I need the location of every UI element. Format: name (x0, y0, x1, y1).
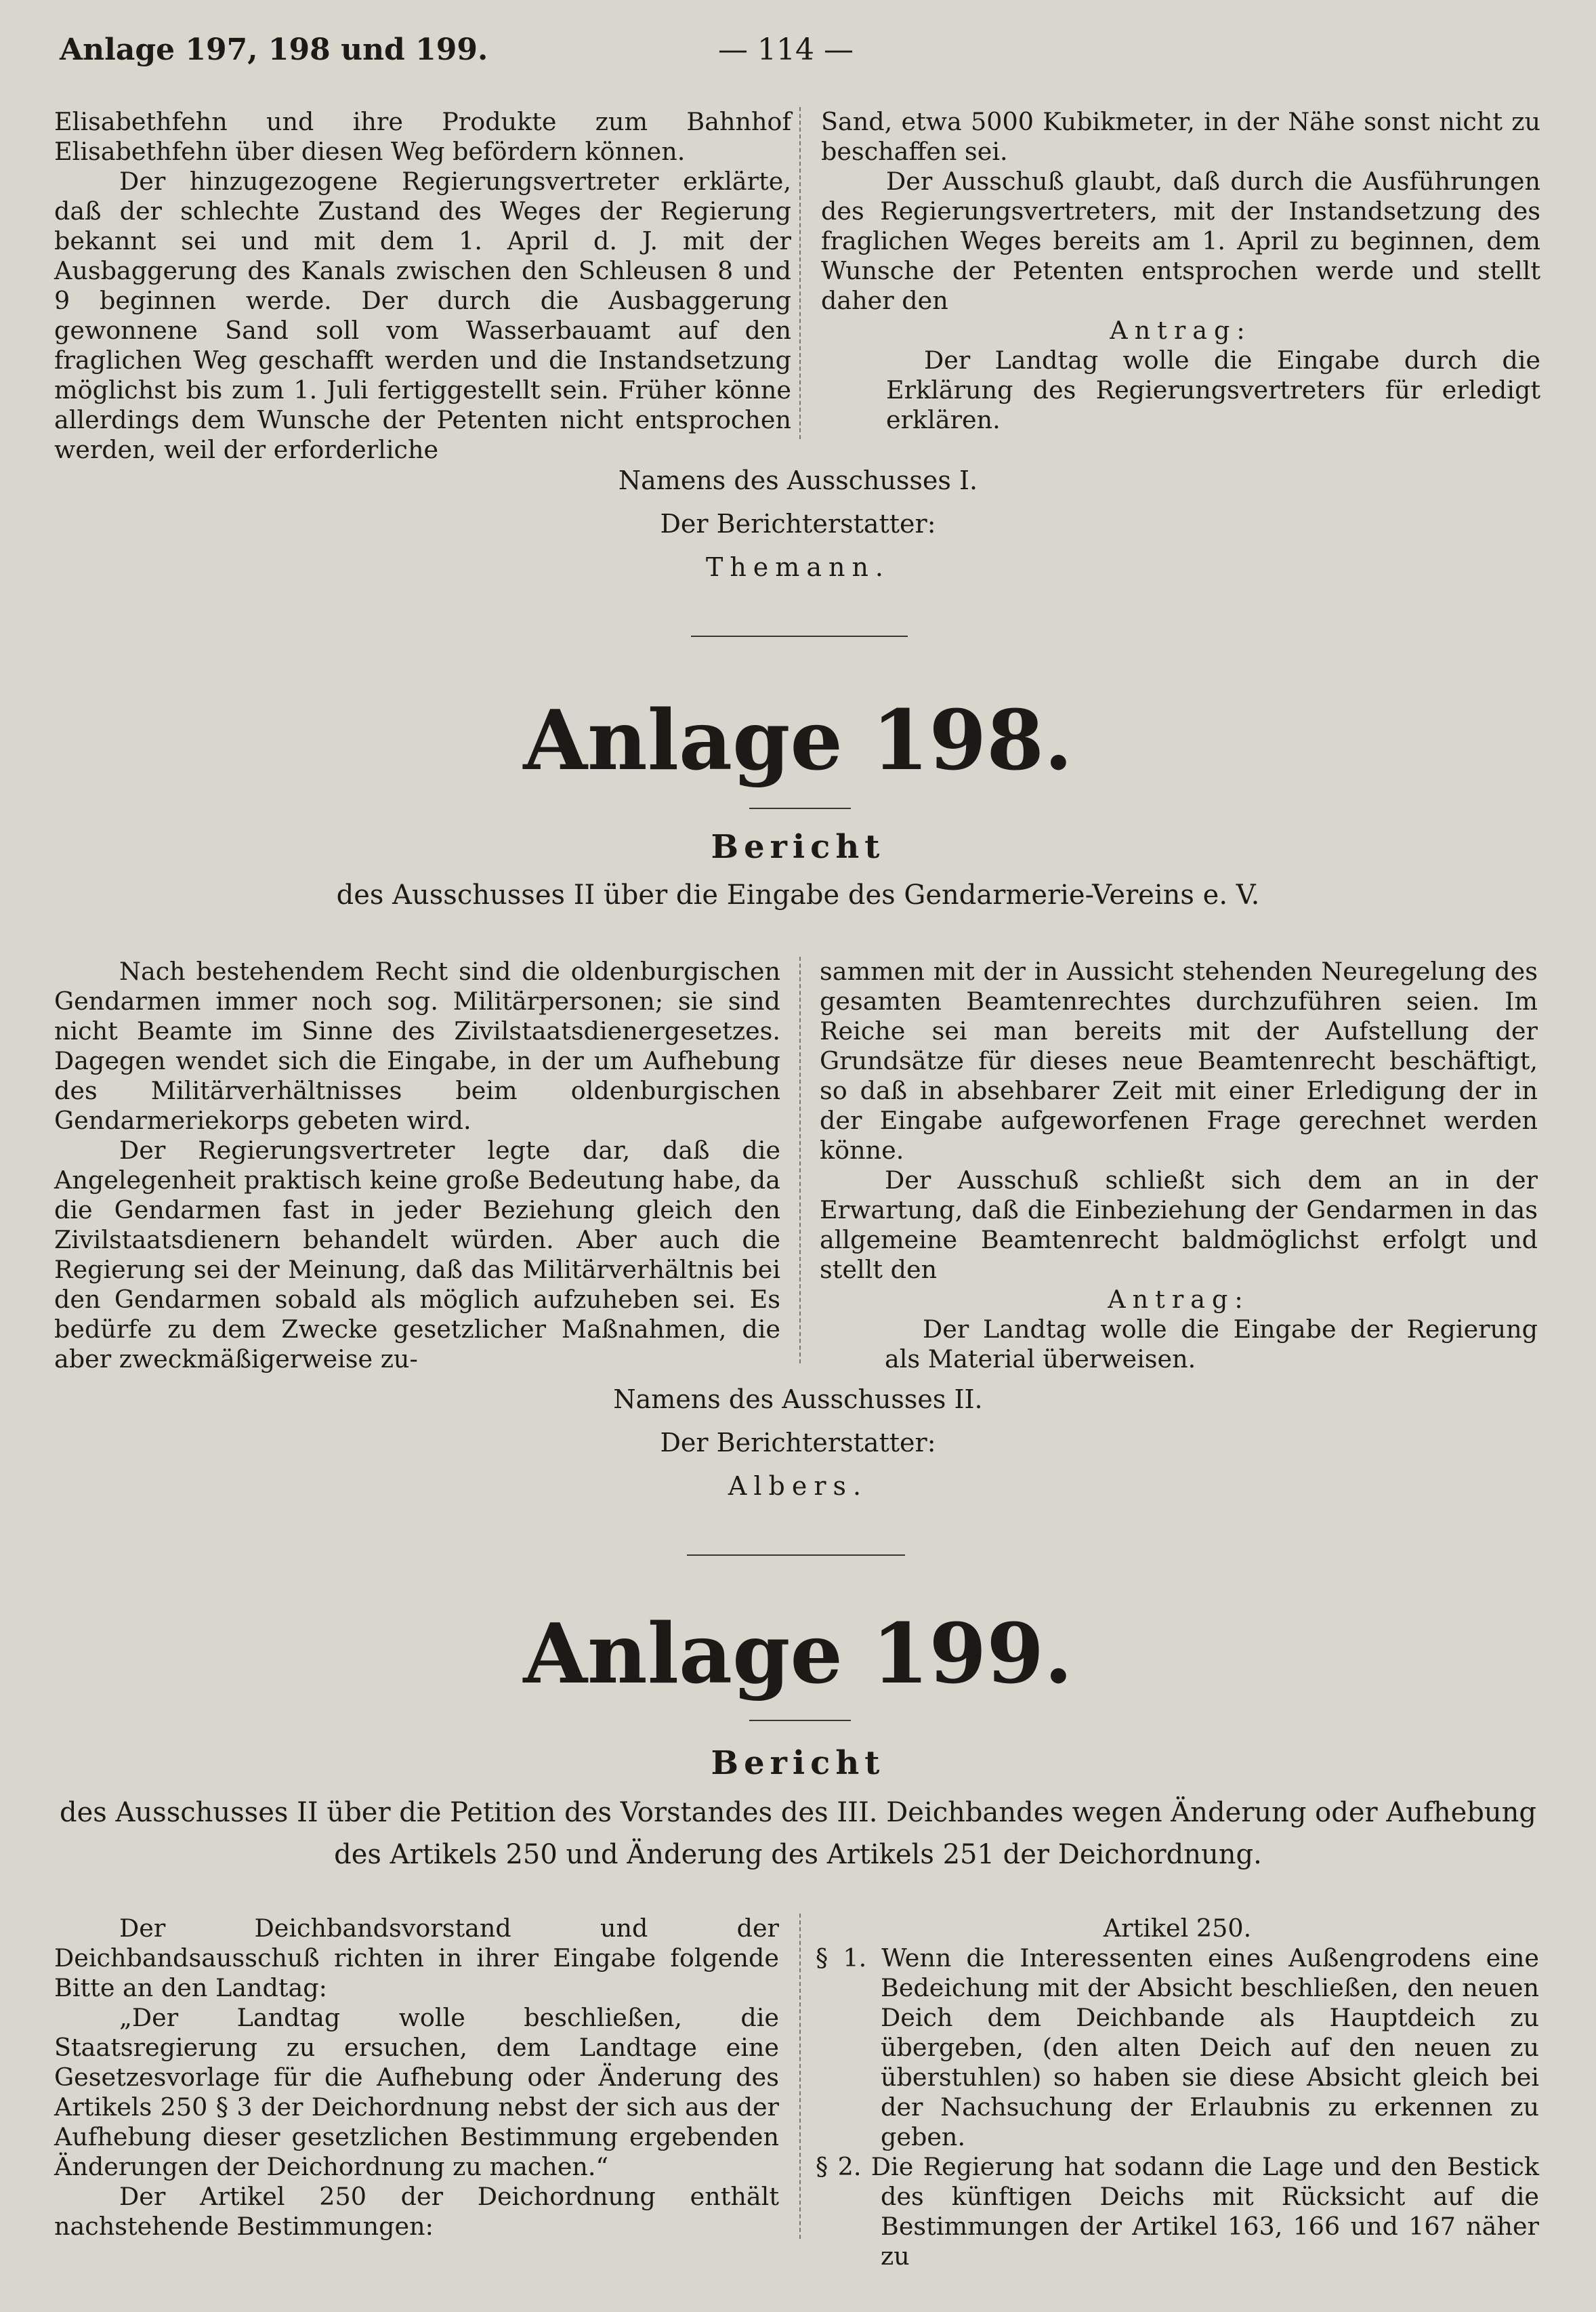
anlage-199-right-column (816, 1914, 1539, 2271)
anlage-199-title: Anlage 199. (523, 1605, 1073, 1702)
article-heading: Artikel 250. (1103, 1914, 1252, 1943)
signature-name: Themann. (705, 552, 891, 582)
paragraph: Der Ausschuß glaubt, daß durch die Ausführungen des Regierungsvertreters, mit der Instandsetzung des fraglichen Weges bereits am 1. April zu beginnen, dem Wunsche der Petenten entsprochen werde und stellt daher den (821, 167, 1540, 315)
antrag-heading: Antrag: (1110, 316, 1252, 345)
paragraph: Der hinzugezogene Regierungsvertreter erklärte, daß der schlechte Zustand des Weges der Regierung bekannt sei und mit dem 1. April d. J. mit der Ausbaggerung des Kanals zwischen den Schleusen 8 und 9 beginnen werde. Der durch die Ausbaggerung gewonnene Sand soll vom Wasserbauamt auf den fraglichen Weg geschafft werden und die Instandsetzung möglichst bis zum 1. Juli fertiggestellt sein. Früher könne allerdings dem Wunsche der Petenten nicht entsprochen werden, weil der erforderliche (54, 167, 791, 464)
column-divider (799, 1914, 801, 2239)
column-divider (799, 957, 801, 1363)
bericht-heading: Bericht (711, 1744, 885, 1782)
top-left-column (54, 107, 791, 465)
paragraph: Sand, etwa 5000 Kubikmeter, in der Nähe sonst nicht zu beschaffen sei. (821, 107, 1540, 166)
paragraph: Elisabethfehn und ihre Produkte zum Bahnhof Elisabethfehn über diesen Weg befördern können. (54, 107, 791, 166)
paragraph: Nach bestehendem Recht sind die oldenburgischen Gendarmen immer noch sog. Militärpersonen; sie sind nicht Beamte im Sinne des Zivilstaatsdienergesetzes. Dagegen wendet sich die Eingabe, in der um Aufhebung des Militärverhältnisses beim oldenburgischen Gendarmeriekorps gebeten wird. (54, 957, 780, 1135)
anlage-198-left-column (54, 957, 780, 1374)
title-underline (749, 1720, 851, 1721)
article-paragraph: § 1. Wenn die Interessenten eines Außengrodens eine Bedeichung mit der Absicht beschließen, den neuen Deich dem Deichbande als Hauptdeich zu übergeben, (den alten Deich auf den neuen zu überstuhlen) so haben sie diese Absicht gleich bei der Nachsuchung der Erlaubnis zu erkennen zu geben. (816, 1943, 1539, 2151)
paragraph: Der Regierungsvertreter legte dar, daß die Angelegenheit praktisch keine große Bedeutung habe, da die Gendarmen fast in jeder Beziehung gleich den Zivilstaatsdienern behandelt würden. Aber auch die Regierung sei der Meinung, daß das Militärverhältnis bei den Gendarmen sobald als möglich aufzuheben sei. Es bedürfe zu dem Zwecke gesetzlicher Maßnahmen, die aber zweckmäßigerweise zu- (54, 1136, 780, 1374)
anlage-199-subtitle-line-1: des Ausschusses II über die Petition des Vorstandes des III. Deichbandes wegen Änderung oder Aufhebung (60, 1797, 1536, 1828)
column-divider (799, 107, 801, 439)
signature-role: Der Berichterstatter: (660, 509, 936, 539)
anlage-199-subtitle-line-2: des Artikels 250 und Änderung des Artikels 251 der Deichordnung. (334, 1839, 1262, 1870)
title-underline (749, 808, 851, 809)
anlage-198-title: Anlage 198. (523, 691, 1073, 789)
article-paragraph: § 2. Die Regierung hat sodann die Lage und den Bestick des künftigen Deichs mit Rücksicht auf die Bestimmungen der Artikel 163, 166 und 167 näher zu (816, 2152, 1539, 2271)
page-number: — 114 — (718, 33, 854, 67)
bericht-heading: Bericht (711, 828, 885, 866)
paragraph: sammen mit der in Aussicht stehenden Neuregelung des gesamten Beamtenrechtes durchzuführen seien. Im Reiche sei man bereits mit der Aufstellung der Grundsätze für dieses neue Beamtenrecht beschäftigt, so daß in absehbarer Zeit mit einer Erledigung der in der Eingabe aufgeworfenen Frage gerechnet werden könne. (820, 957, 1538, 1165)
signature-committee: Namens des Ausschusses II. (613, 1384, 983, 1414)
section-divider (687, 1554, 905, 1556)
paragraph: Der Deichbandsvorstand und der Deichbandsausschuß richten in ihrer Eingabe folgende Bitte an den Landtag: (54, 1914, 779, 2002)
signature-role: Der Berichterstatter: (660, 1428, 936, 1458)
antrag-text: Der Landtag wolle die Eingabe durch die Erklärung des Regierungsvertreters für erledigt erklären. (886, 346, 1540, 434)
antrag-text: Der Landtag wolle die Eingabe der Regierung als Material überweisen. (885, 1315, 1538, 1374)
anlage-198-right-column (820, 957, 1538, 1374)
quoted-request: „Der Landtag wolle beschließen, die Staatsregierung zu ersuchen, dem Landtage eine Gesetzesvorlage für die Aufhebung oder Änderung des Artikels 250 § 3 der Deichordnung nebst der sich aus der Aufhebung dieser gesetzlichen Bestimmung ergebenden Änderungen der Deichordnung zu machen.“ (54, 2003, 779, 2181)
antrag-heading: Antrag: (1108, 1285, 1250, 1314)
signature-name: Albers. (728, 1471, 868, 1501)
paragraph: Der Ausschuß schließt sich dem an in der Erwartung, daß die Einbeziehung der Gendarmen in das allgemeine Beamtenrecht baldmöglichst erfolgt und stellt den (820, 1165, 1538, 1284)
top-right-column (821, 107, 1540, 435)
signature-committee: Namens des Ausschusses I. (618, 466, 978, 495)
section-divider (691, 636, 908, 637)
paragraph: Der Artikel 250 der Deichordnung enthält nachstehende Bestimmungen: (54, 2182, 779, 2241)
anlage-198-subtitle: des Ausschusses II über die Eingabe des Gendarmerie-Vereins e. V. (336, 880, 1260, 911)
anlage-199-left-column (54, 1914, 779, 2242)
running-header: Anlage 197, 198 und 199. (60, 33, 488, 67)
